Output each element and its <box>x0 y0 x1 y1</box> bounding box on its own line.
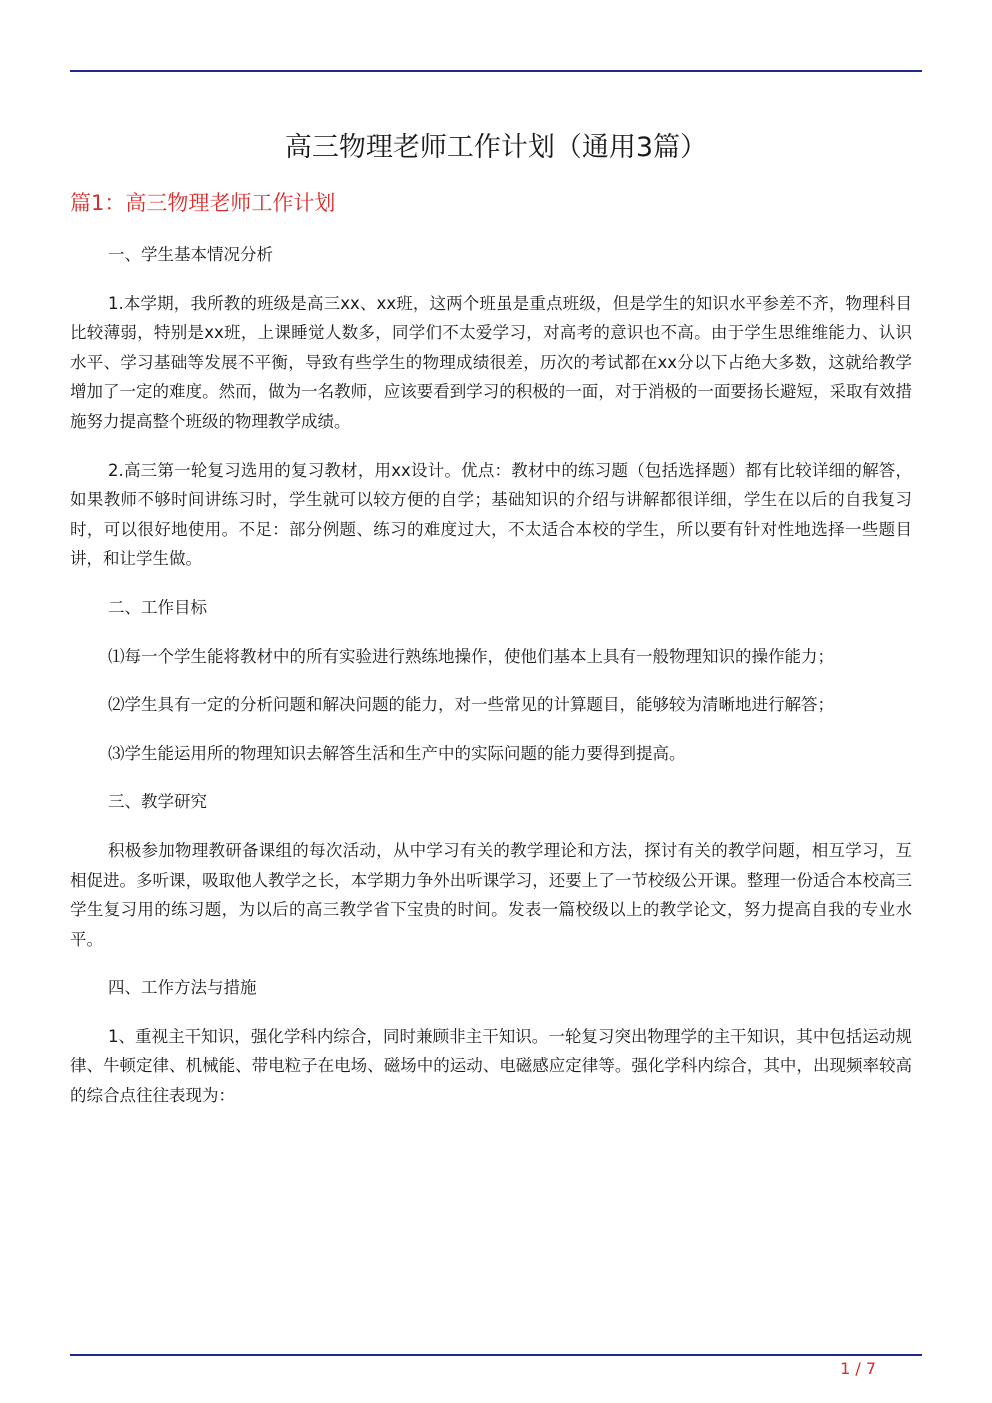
body-paragraph: ⑵学生具有一定的分析问题和解决问题的能力，对一些常见的计算题目，能够较为清晰地进行解答； <box>108 695 834 715</box>
document-body <box>70 240 912 1111</box>
section-heading: 一、学生基本情况分析 <box>108 245 273 264</box>
section-title: 篇1：高三物理老师工作计划 <box>70 191 336 215</box>
page-number: 1 / 7 <box>840 1359 876 1378</box>
header-rule <box>70 70 922 72</box>
section-heading: 三、教学研究 <box>108 792 207 812</box>
body-paragraph: 1、重视主干知识，强化学科内综合，同时兼顾非主干知识。一轮复习突出物理学的主干知识，其中包括运动规律、牛顿定律、机械能、带电粒子在电场、磁场中的运动、电磁感应定律等。强化学科内综合，其中，出现频率较高的综合点往往表现为： <box>70 1026 912 1106</box>
section-heading: 四、工作方法与措施 <box>108 978 257 998</box>
body-paragraph: 积极参加物理教研备课组的每次活动，从中学习有关的教学理论和方法，探讨有关的教学问题，相互学习，互相促进。多听课，吸取他人教学之长，本学期力争外出听课学习，还要上了一节校级公开课。整理一份适合本校高三学生复习用的练习题，为以后的高三教学省下宝贵的时间。发表一篇校级以上的教学论文，努力提高自我的专业水平。 <box>70 840 912 949</box>
footer-rule <box>70 1354 922 1356</box>
section-heading: 二、工作目标 <box>108 597 207 617</box>
body-paragraph: 1.本学期，我所教的班级是高三xx、xx班，这两个班虽是重点班级，但是学生的知识水平参差不齐，物理科目比较薄弱，特别是xx班，上课睡觉人数多，同学们不太爱学习，对高考的意识也不高。由于学生思维维能力、认识水平、学习基础等发展不平衡，导致有些学生的物理成绩很差，历次的考试都在xx分以下占绝大多数，这就给教学增加了一定的难度。然而，做为一名教师，应该要看到学习的积极的一面，对于消极的一面要扬长避短，采取有效措施努力提高整个班级的物理教学成绩。 <box>70 293 912 431</box>
body-paragraph: ⑶学生能运用所的物理知识去解答生活和生产中的实际问题的能力要得到提高。 <box>108 743 686 763</box>
body-paragraph: 2.高三第一轮复习选用的复习教材，用xx设计。优点：教材中的练习题（包括选择题）都有比较详细的解答，如果教师不够时间讲练习时，学生就可以较方便的自学；基础知识的介绍与讲解都很详细，学生在以后的自我复习时，可以很好地使用。不足：部分例题、练习的难度过大，不太适合本校的学生，所以要有针对性地选择一些题目讲，和让学生做。 <box>70 460 912 569</box>
body-paragraph: ⑴每一个学生能将教材中的所有实验进行熟练地操作，使他们基本上具有一般物理知识的操作能力； <box>108 646 834 666</box>
document-title: 高三物理老师工作计划（通用3篇） <box>284 132 708 163</box>
